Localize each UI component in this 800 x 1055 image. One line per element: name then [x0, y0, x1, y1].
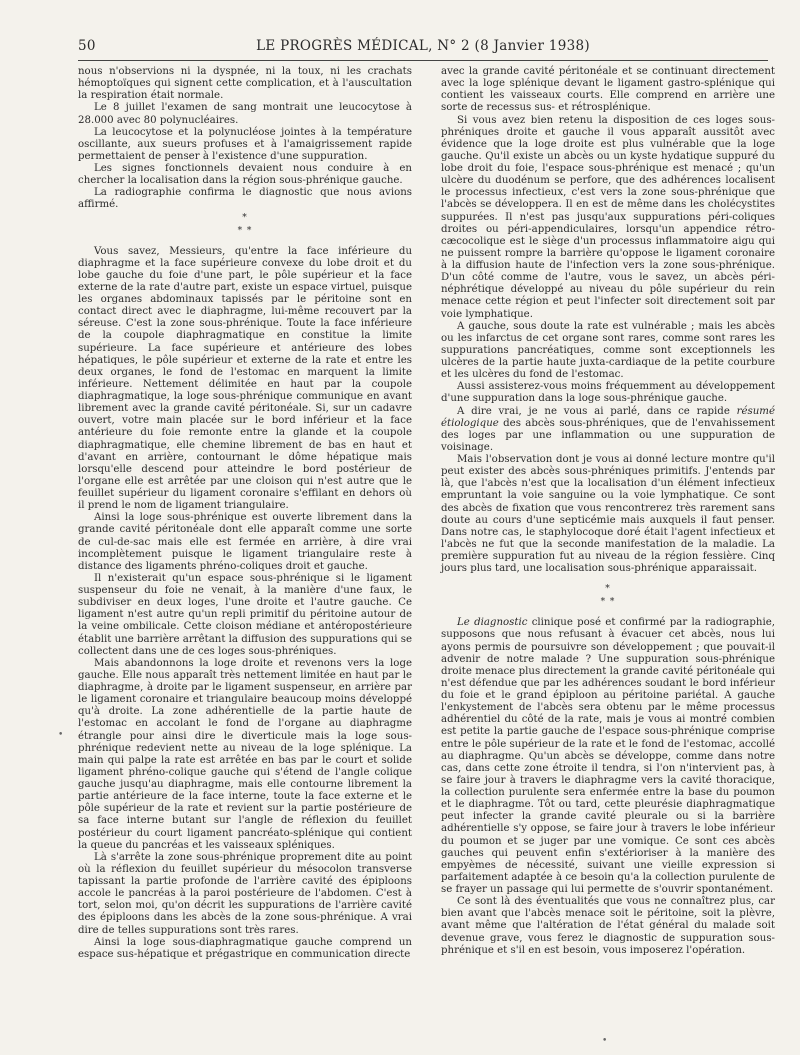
paragraph: Aussi assisterez-vous moins fréquemment au développement d'une suppuration dans la loge sous-phrénique gauche.: [441, 381, 775, 405]
paragraph: Ce sont là des éventualités que vous ne connaîtrez plus, car bien avant que l'abcès menace soit le péritoine, soit la plèvre, avant même que l'altération de l'état général du malade soit devenue grave, vous ferez le diagnostic de suppuration sous-phrénique et s'il en est besoin, vous imposerez l'opération.: [441, 896, 775, 956]
italic-term: résumé étiologique: [441, 405, 775, 429]
paragraph: avec la grande cavité péritonéale et se continuant directement avec la loge splénique devant le ligament gastro-splénique qui contient les vaisseaux courts. Elle comprend en arrière une sorte de recessus sus- et rétrosplénique.: [441, 66, 775, 114]
section-separator: * * *: [600, 584, 616, 608]
header-rule: [78, 60, 768, 61]
margin-mark: •: [58, 730, 64, 740]
paragraph: Ainsi la loge sous-diaphragmatique gauche comprend un espace sus-hépatique et prégastrique en communication directe: [78, 936, 412, 960]
right-column: [441, 66, 775, 957]
paragraph: Il n'existerait qu'un espace sous-phrénique si le ligament suspenseur du foie ne venait, à la manière d'une faux, le subdiviser en deux loges, l'une droite et l'autre gauche. Ce ligament n'est autre qu'un repli primitif du péritoine autour de la veine ombilicale. Cette cloison médiane et antéropostérieure établit une barrière arrêtant la diffusion des suppurations qui se collectent dans une de ces loges sous-phréniques.: [78, 572, 412, 657]
page-number: 50: [78, 38, 96, 54]
paragraph: La radiographie confirma le diagnostic que nous avions affirmé.: [78, 187, 412, 211]
paragraph: Là s'arrête la zone sous-phrénique proprement dite au point où la réflexion du feuillet supérieur du mésocolon transverse tapissant la partie profonde de l'arrière cavité des épiploons accole le pancréas à la paroi postérieure de l'abdomen. C'est à tort, selon moi, qu'on décrit les suppurations de l'arrière cavité des épiploons dans les abcès de la zone sous-phrénique. A vrai dire de telles suppurations sont très rares.: [78, 851, 412, 936]
journal-title: LE PROGRÈS MÉDICAL, N° 2 (8 Janvier 1938): [256, 38, 590, 54]
paragraph: Vous savez, Messieurs, qu'entre la face inférieure du diaphragme et la face supérieure convexe du lobe droit et du lobe gauche du foie d'une part, le pôle supérieur et la face externe de la rate d'autre part, existe un espace virtuel, puisque les organes abdominaux tapissés par le péritoine sont en contact direct avec le diaphragme, lui-même recouvert par la séreuse. C'est la zone sous-phrénique. Toute la face inférieure de la coupole diaphragmatique en constitue la limite supérieure. La face supérieure et antérieure des lobes hépatiques, le pôle supérieur et externe de la rate et entre les deux organes, le fond de l'estomac en marquent la limite inférieure. Nettement délimitée en haut par la coupole diaphragmatique, la loge sous-phrénique communique en avant librement avec la grande cavité péritonéale. Si, sur un cadavre ouvert, votre main placée sur le bord inférieur et la face antérieure du foie remonte entre la glande et la coupole diaphragmatique, elle chemine librement de bas en haut et d'avant en arrière, contournant le dôme hépatique mais lorsqu'elle descend pour atteindre le bord postérieur de l'organe elle est arrêtée par une cloison qui n'est autre que le feuillet supérieur du ligament coronaire s'effilant en dehors où il prend le nom de ligament triangulaire.: [78, 245, 412, 512]
running-header: [78, 38, 768, 56]
left-column: [78, 66, 412, 961]
text-run: des abcès sous-phréniques, que de l'envahissement des loges par une inflammation ou une suppuration de voisinage.: [441, 417, 775, 453]
section-separator: * * *: [237, 212, 253, 236]
paragraph: Les signes fonctionnels devaient nous conduire à en chercher la localisation dans la région sous-phrénique gauche.: [78, 163, 412, 187]
paragraph: Mais l'observation dont je vous ai donné lecture montre qu'il peut exister des abcès sous-phréniques primitifs. J'entends par là, que l'abcès n'est que la localisation d'un élément infectieux empruntant la voie sanguine ou la voie lymphatique. Ce sont des abcès de fixation que vous rencontrerez très rarement sans doute au cours d'une septicémie mais auxquels il faut penser. Dans notre cas, le staphylocoque doré était l'agent infectieux et l'abcès ne fut que la seconde manifestation de la maladie. La première suppuration fut au niveau de la région fessière. Cinq jours plus tard, une localisation sous-phrénique apparaissait.: [441, 454, 775, 575]
paragraph-etiologie: [441, 406, 775, 455]
paragraph: Si vous avez bien retenu la disposition de ces loges sous-phréniques droite et gauche il vous apparaît aussitôt avec évidence que la loge droite est plus vulnérable que la loge gauche. Qu'il existe un abcès ou un kyste hydatique suppuré du lobe droit du foie, l'espace sous-phrénique est menacé ; qu'un ulcère du duodénum se perfore, que des adhérences localisent le processus infectieux, c'est vers la zone sous-phrénique que l'abcès se développera. Il en est de même dans les cholécystites suppurées. Il n'est pas jusqu'aux suppurations péri-coliques droites ou péri-appendiculaires, lorsqu'un appendice rétro-cæcocolique est le siège d'un processus inflammatoire aigu qui ne puissent rompre la barrière qu'oppose le ligament coronaire à la diffusion haute de l'infection vers la zone sous-phrénique. D'un côté comme de l'autre, vous le savez, un abcès péri-néphrétique développé au niveau du pôle supérieur du rein menace cette région et peut l'infecter soit directement soit par voie lymphatique.: [441, 114, 775, 320]
paragraph: Ainsi la loge sous-phrénique est ouverte librement dans la grande cavité péritonéale dont elle apparaît comme une sorte de cul-de-sac mais elle est fermée en arrière, à dire vrai incomplètement puisque le ligament triangulaire reste à distance des ligaments phréno-coliques droit et gauche.: [78, 512, 412, 572]
text-run: clinique posé et confirmé par la radiographie, supposons que nous refusant à évacuer cet abcès, nous lui ayons permis de poursuivre son développement ; que pouvait-il advenir de notre malade ? Une suppuration sous-phrénique droite menace plus directement la grande cavité péritonéale qui n'est défendue que par les adhérences soudant le bord inférieur du foie et le grand épiploon au péritoine pariétal. A gauche l'enkystement de l'abcès sera obtenu par le même processus adhérentiel du côté de la rate, mais je vous ai montré combien est petite la partie gauche de l'espace sous-phrénique comprise entre le pôle supérieur de la rate et le fond de l'estomac, accollé au diaphragme. Qu'un abcès se développe, comme dans notre cas, dans cette zone étroite il tendra, si l'on n'intervient pas, à se faire jour à travers le diaphragme vers la cavité thoracique, la collection purulente sera enfermée entre la base du poumon et le diaphragme. Tôt ou tard, cette pleurésie diaphragmatique peut infecter la grande cavité pleurale ou si la barrière adhérentielle s'y oppose, se faire jour à travers le lobe inférieur du poumon et se juger par une vomique. Ce sont ces abcès gauches qui peuvent enfin s'extérioriser à la manière des empyèmes de nécessité, suivant une vieille expression si parfaitement adaptée à ce besoin qu'a la collection purulente de se frayer un passage qui lui permette de s'ouvrir spontanément.: [441, 617, 775, 895]
paragraph: nous n'observions ni la dyspnée, ni la toux, ni les crachats hémoptoïques qui signent cette complication, et à l'auscultation la respiration était normale.: [78, 66, 412, 102]
paragraph-diagnostic: [441, 617, 775, 896]
paragraph: Le 8 juillet l'examen de sang montrait une leucocytose à 28.000 avec 80 polynucléaires.: [78, 102, 412, 126]
paragraph: Mais abandonnons la loge droite et revenons vers la loge gauche. Elle nous apparaît très nettement limitée en haut par le diaphragme, à droite par le ligament suspenseur, en arrière par le ligament coronaire et triangulaire beaucoup moins développé qu'à droite. La zone adhérentielle de la partie haute de l'estomac en accolant le fond de l'organe au diaphragme étrangle pour ainsi dire le diverticule mais la loge sous-phrénique redevient nette au niveau de la loge splénique. La main qui palpe la rate est arrêtée en bas par le court et solide ligament phréno-colique gauche qui s'étend de l'angle colique gauche jusqu'au diaphragme, mais elle contourne librement la partie antérieure de la face interne, toute la face externe et le pôle supérieur de la rate et revient sur la partie postérieure de sa face interne butant sur l'angle de réflexion du feuillet postérieur du court ligament pancréato-splénique qui contient la queue du pancréas et les vaisseaux spléniques.: [78, 657, 412, 851]
paragraph: La leucocytose et la polynucléose jointes à la température oscillante, aux sueurs profuses et à l'amaigrissement rapide permettaient de penser à l'existence d'une suppuration.: [78, 126, 412, 162]
text-run: A dire vrai, je ne vous ai parlé, dans ce rapide: [457, 405, 737, 417]
margin-mark: •: [602, 1036, 608, 1046]
italic-term: Le diagnostic: [457, 617, 528, 629]
paragraph: A gauche, sous doute la rate est vulnérable ; mais les abcès ou les infarctus de cet organe sont rares, comme sont rares les suppurations pancréatiques, comme sont exceptionnels les ulcères de la partie haute juxta-cardiaque de la petite courbure et les ulcères du fond de l'estomac.: [441, 320, 775, 381]
